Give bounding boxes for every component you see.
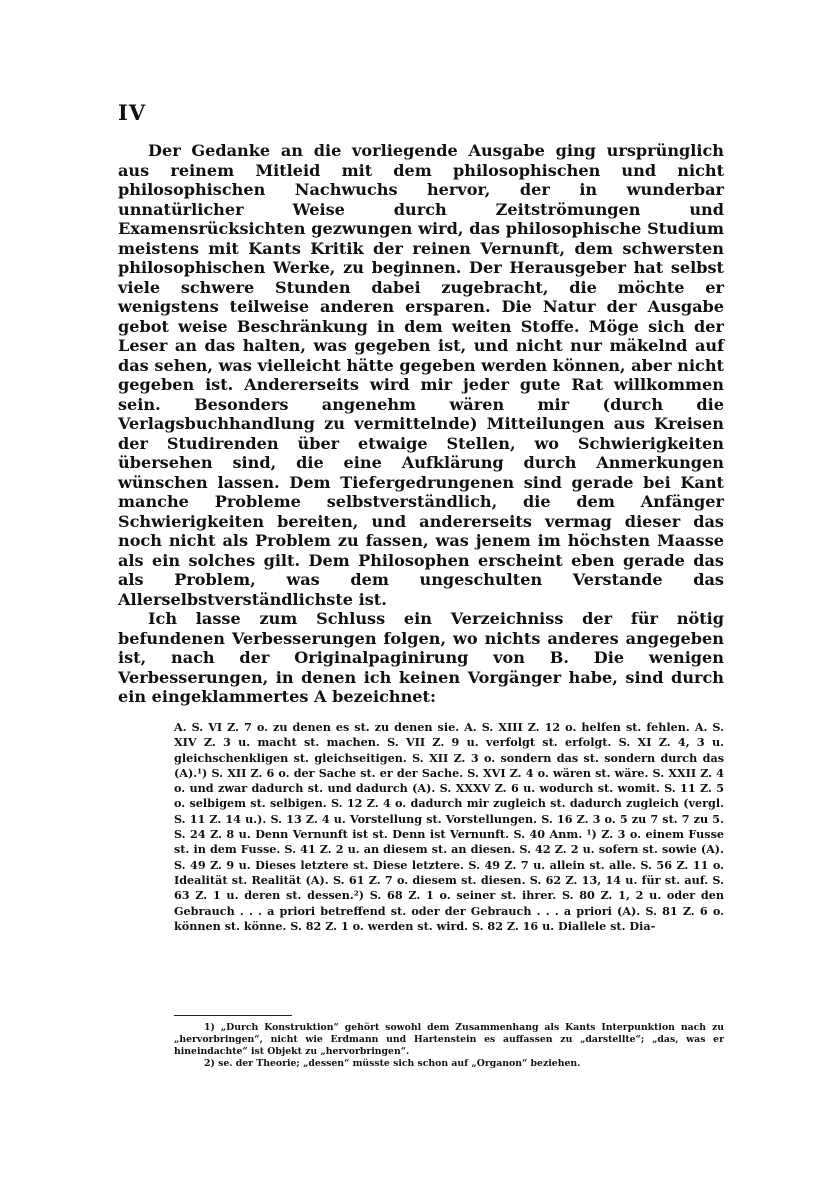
footnote-1: 1) „Durch Konstruktion“ gehört sowohl dem Zusammenhang als Kants Interpunktion nach zu „hervorbringen“, nicht wie Erdmann und Hartenstein es auffassen zu „darstellte“; „das, was er hineindachte“ ist Objekt zu „hervorbringen“. — [174, 1022, 724, 1057]
paragraph-2: Ich lasse zum Schluss ein Verzeichniss der für nötig befundenen Verbesserungen folgen, wo nichts anderes angegeben ist, nach der Originalpaginirung von B. Die wenigen Verbesserungen, in denen ich keinen Vorgänger habe, sind durch ein eingeklammertes A bezeichnet: — [118, 609, 724, 706]
footnote-divider — [174, 1015, 292, 1016]
paragraph-1: Der Gedanke an die vorliegende Ausgabe ging ursprünglich aus reinem Mitleid mit dem philosophischen und nicht philosophischen Nachwuchs hervor, der in wunderbar unnatürlicher Weise durch Zeitströmungen und Examensrücksichten gezwungen wird, das philosophische Studium meistens mit Kants Kritik der reinen Vernunft, dem schwersten philosophischen Werke, zu beginnen. Der Herausgeber hat selbst viele schwere Stunden dabei zugebracht, die möchte er wenigstens teilweise anderen ersparen. Die Natur der Ausgabe gebot weise Beschränkung in dem weiten Stoffe. Möge sich der Leser an das halten, was gegeben ist, und nicht nur mäkelnd auf das sehen, was vielleicht hätte gegeben werden können, aber nicht gegeben ist. Andererseits wird mir jeder gute Rat willkommen sein. Besonders angenehm wären mir (durch die Verlagsbuchhandlung zu vermittelnde) Mitteilungen aus Kreisen der Studirenden über etwaige Stellen, wo Schwierigkeiten übersehen sind, die eine Aufklärung durch Anmerkungen wünschen lassen. Dem Tiefergedrungenen sind gerade bei Kant manche Probleme selbstverständlich, die dem Anfänger Schwierigkeiten bereiten, und andererseits vermag dieser das noch nicht als Problem zu fassen, was jenem im höchsten Maasse als ein solches gilt. Dem Philosophen erscheint eben gerade das als Problem, was dem ungeschulten Verstande das Allerselbstverständlichste ist. — [118, 141, 724, 609]
page-number: IV — [118, 100, 147, 125]
corrections-list: A. S. VI Z. 7 o. zu denen es st. zu denen sie. A. S. XIII Z. 12 o. helfen st. fehlen. A. S. XIV Z. 3 u. macht st. machen. S. VII Z. 9 u. verfolgt st. erfolgt. S. XI Z. 4, 3 u. gleichschenkligen st. gleichseitigen. S. XII Z. 3 o. sondern das st. sondern durch das (A).¹) S. XII Z. 6 o. der Sache st. er der Sache. S. XVI Z. 4 o. wären st. wäre. S. XXII Z. 4 o. und zwar dadurch st. und dadurch (A). S. XXXV Z. 6 u. wodurch st. womit. S. 11 Z. 5 o. selbigem st. selbigen. S. 12 Z. 4 o. dadurch mir zugleich st. dadurch zugleich (vergl. S. 11 Z. 14 u.). S. 13 Z. 4 u. Vorstellung st. Vorstellungen. S. 16 Z. 3 o. 5 zu 7 st. 7 zu 5. S. 24 Z. 8 u. Denn Vernunft ist st. Denn ist Vernunft. S. 40 Anm. ¹) Z. 3 o. einem Fusse st. in dem Fusse. S. 41 Z. 2 u. an diesem st. an diesen. S. 42 Z. 2 u. sofern st. sowie (A). S. 49 Z. 9 u. Dieses letztere st. Diese letztere. S. 49 Z. 7 u. allein st. alle. S. 56 Z. 11 o. Idealität st. Realität (A). S. 61 Z. 7 o. diesem st. diesen. S. 62 Z. 13, 14 u. für st. auf. S. 63 Z. 1 u. deren st. dessen.²) S. 68 Z. 1 o. seiner st. ihrer. S. 80 Z. 1, 2 u. oder den Gebrauch . . . a priori betreffend st. oder der Gebrauch . . . a priori (A). S. 81 Z. 6 o. können st. könne. S. 82 Z. 1 o. werden st. wird. S. 82 Z. 16 u. Diallele st. Dia- — [174, 720, 724, 933]
footnotes — [174, 1022, 724, 1070]
footnote-2: 2) se. der Theorie; „dessen“ müsste sich schon auf „Organon“ beziehen. — [204, 1058, 581, 1069]
main-text — [118, 141, 724, 707]
